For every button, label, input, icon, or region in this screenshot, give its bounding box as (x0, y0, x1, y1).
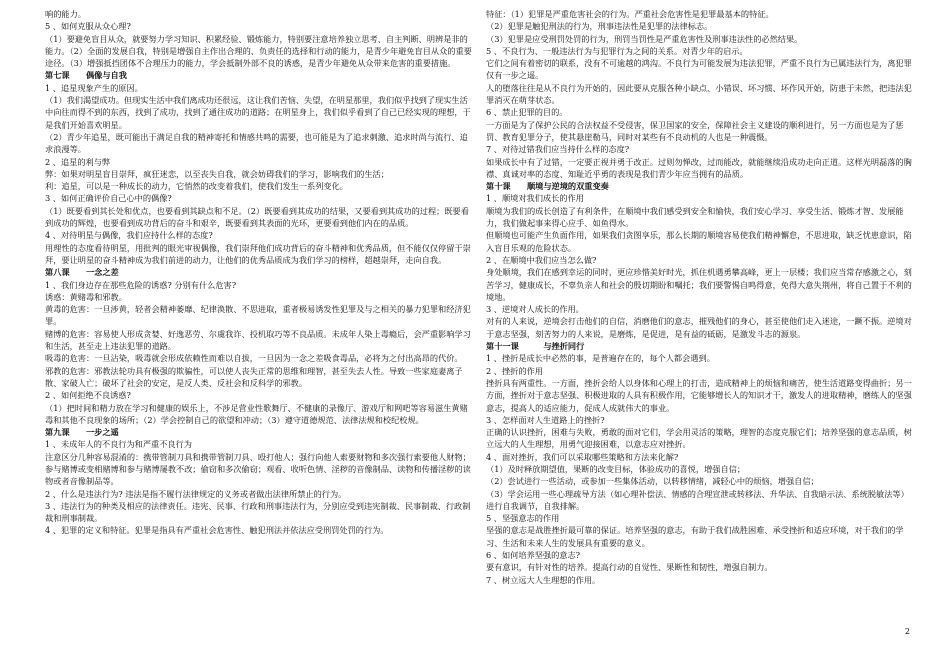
right-paragraph: 5 、不良行为、一般违法行为与犯罪行为之间的关系。对青少年的启示。 (486, 45, 748, 56)
left-paragraph: 注意区分几种容易混淆的：携带管制刀具和携带管制刀具、殴打他人；强行向他人索要财物和多次强行索要他人财物；参与赌博或变相赌博和参与赌博屡教不改；偷窃和多次偷窃；观看、收听色情、淫秽的音像制品、读物和传播淫秽的读物或者音像制品等。 (45, 451, 471, 487)
left-column (45, 8, 475, 537)
right-paragraph: 6 、禁止犯罪的目的。 (486, 107, 568, 118)
right-paragraph: 4 、面对挫折，我们可以采取哪些策略和方法来化解? (486, 451, 679, 462)
left-paragraph: 邪教的危害：邪教法轮功具有极强的欺骗性，可以使人丧失正常的思维和理智，甚至失去人性。导致一些家庭妻离子散、家破人亡；破坏了社会的安定，是反人类、反社会和反科学的邪教。 (45, 365, 463, 388)
right-paragraph: （3）学会运用一些心理疏导方法（如心理补偿法、情感的合理宣泄或转移法、升华法、自我暗示法、系统脱敏法等）进行自我调节，自我排解。 (486, 488, 909, 511)
left-paragraph: 响的能力。 (45, 9, 86, 19)
left-paragraph: （1）要避免盲目从众，就要努力学习知识、积累经验、锻炼能力，特别要注意培养独立思考、自主判断、明辨是非的能力。（2）全面的发展自我，特别是增强自主作出合理的、负责任的选择和行动的能力，是青少年避免盲目从众的重要途径。（3）增强抵挡团体不合理压力的能力，学会抵制外部不良的诱惑，是青少年避免从众带来危害的重要措施。 (45, 33, 472, 69)
left-paragraph: 3 、违法行为的种类及相应的法律责任。违宪、民事、行政和刑事违法行为，分别应受到违宪制裁、民事制裁、行政制裁和刑事制裁。 (45, 500, 471, 524)
left-paragraph: 利：追星，可以是一种成长的动力，它悄然的改变着我们，使我们发生一系列变化。 (45, 181, 348, 192)
left-paragraph: 1 、我们身边存在那些危险的诱惑? 分别有什么危害? (45, 279, 237, 290)
right-paragraph: 5 、坚强意志的作用 (486, 513, 560, 524)
right-paragraph: 特征：（1）犯罪是严重危害社会的行为。严重社会危害性是犯罪最基本的特征。 (486, 9, 774, 19)
left-section-heading: 第八课 一念之差 (45, 267, 119, 278)
left-paragraph: 4 、对待明星与偶像，我们应持什么样的态度? (45, 230, 213, 241)
right-paragraph: 2 、在顺境中我们应当怎么做? (486, 254, 597, 265)
left-paragraph: 2 、如何拒绝不良诱惑? (45, 390, 131, 401)
right-paragraph: 2 、挫折的作用 (486, 365, 543, 376)
right-section-heading: 第十课 顺境与逆境的双重变奏 (486, 181, 609, 192)
right-paragraph: （1）及时释放期望值，果断的改变目标，体验成功的喜悦，增强自信； (486, 463, 746, 474)
right-paragraph: 但顺境也可能产生负面作用，如果我们贪图享乐，那么长期的顺境容易使我们精神懈怠，不思进取，缺乏忧患意识，陷入盲目乐观的危险状态。 (486, 230, 912, 253)
right-paragraph: 坚强的意志是战胜挫折最可靠的保证。培养坚强的意志，有助于我们战胜困难、承受挫折和适应环境，对于我们的学习、生活和未来人生的发展具有重要的意义。 (486, 525, 904, 548)
left-paragraph: 1 、未成年人的不良行为和严重不良行为 (45, 439, 192, 450)
left-paragraph: （2）青少年追星，既可能出于满足自我的精神寄托和情感共鸣的需要，也可能是为了追求刺激、追求时尚与流行、追求浪漫等。 (45, 131, 468, 155)
right-paragraph: 它们之间有着密切的联系，没有不可逾越的鸿沟。不良行为可能发展为违法犯罪，严重不良行为已属违法行为，离犯罪仅有一步之遥。 (486, 58, 912, 81)
left-paragraph: 2 、追星的利与弊 (45, 156, 111, 167)
left-paragraph: （1）我们渴望成功。但现实生活中我们离成功还很远，这让我们苦恼、失望，在明星那里，我们似乎找到了现实生活中向往而得不到的东西，找到了成功，找到了通往成功的道路；在明星身上，我们似乎看到了自己已经实现的理想，于是我们开始喜欢明星。 (45, 95, 471, 130)
left-paragraph: 1 、追星现象产生的原因。 (45, 82, 143, 93)
right-paragraph: 7 、树立远大人生理想的作用。 (486, 574, 601, 585)
right-paragraph: （2）尝试进行一些活动，或参加一些集体活动，以转移情绪，减轻心中的烦恼，增强自信； (486, 476, 819, 487)
left-section-heading: 第七课 偶像与自我 (45, 70, 127, 81)
right-paragraph: 对有的人来说，逆境会打击他们的自信，消磨他们的意志，摧残他们的身心，甚至使他们走入迷途，一蹶不振。逆境对于意志坚强，刻苦努力的人来说，是磨炼，是促进，是有益的砥砺，是激发斗志的源泉。 (486, 316, 912, 339)
right-paragraph: （2）犯罪是触犯刑法的行为，刑事违法性是犯罪的法律标志。 (486, 21, 713, 32)
right-paragraph: 挫折具有两重性。一方面，挫折会给人以身体和心理上的打击，造成精神上的烦恼和痛苦，使生活道路变得曲折；另一方面，挫折对于意志坚强、积极进取的人具有积极作用，它能够增长人的知识才干，激发人的进取精神，磨练人的坚强意志，提高人的适应能力，促成人成就伟大的事业。 (486, 377, 912, 413)
right-paragraph: （3）犯罪是应受刑罚处罚的行为，刑罚当罚性是严重危害性及刑事违法性的必然结果。 (486, 33, 803, 44)
right-paragraph: 7 、对待过错我们应当持什么样的态度? (486, 144, 630, 155)
left-paragraph: 4 、犯罪的定义和特征。犯罪是指具有严重社会危害性、触犯刑法并依法应受刑罚处罚的行为。 (45, 525, 389, 536)
right-paragraph: 6 、如何培养坚强的意志? (486, 550, 581, 561)
left-paragraph: 黄毒的危害：一旦涉黄，轻者会精神萎靡、纪律涣散、不思进取，重者极易诱发性犯罪及与之相关的暴力犯罪和经济犯罪。 (45, 304, 471, 327)
left-paragraph: 吸毒的危害：一旦沾染，吸毒就会形成依赖性而难以自拔，一旦因为一念之差吸食毒品，必将为之付出高昂的代价。 (45, 353, 463, 364)
right-paragraph: 1 、顺境对我们成长的作用 (486, 193, 584, 204)
right-paragraph: 正确的认识挫折，困难与失败，勇敢的面对它们，学会用灵活的策略，理智的态度克服它们；培养坚强的意志品质，树立远大的人生理想，用勇气迎接困难，以意志应对挫折。 (486, 427, 912, 450)
left-paragraph: 3 、如何正确评价自己心中的偶像? (45, 193, 172, 204)
left-paragraph: 赌博的危害：容易使人形成贪婪、好逸恶劳、尔虞我诈、投机取巧等不良品质。未成年人染上毒瘾后，会严重影响学习和生活，甚至走上违法犯罪的道路。 (45, 328, 471, 352)
right-paragraph: 顺境为我们的成长创造了有利条件，在顺境中我们感受到安全和愉快，我们安心学习、享受生活、锻炼才智、发展能力，我们做起事来得心应手、如鱼得水。 (486, 205, 904, 229)
right-paragraph: 如果成长中有了过错，一定要正视并勇于改正。过则勿惮改，过而能改，就能继续沿成功走向正道。这样光明磊落的胸襟、真诚对率的态度、知耻近乎勇的表现是我们青少年应当拥有的品质。 (486, 156, 912, 179)
right-section-heading: 第十一课 与挫折同行 (486, 341, 585, 352)
left-paragraph: 用理性的态度看待明星，用批判的眼光审视偶像，我们崇拜他们成功背后的奋斗精神和优秀品质，但不能仅仅停留于崇拜，要让明星的奋斗精神成为我们前进的动力，让他们的优秀品质成为我们学习的榜样，超越崇拜，走向自我。 (45, 242, 471, 265)
right-column (486, 8, 916, 586)
right-paragraph: 一方面是为了保护公民的合法权益不受侵害，保卫国家的安全，保障社会主义建设的顺利进行，另一方面也是为了惩罚、教育犯罪分子，使其悬崖勒马，同时对某些有不良动机的人也是一种震慑。 (486, 119, 904, 142)
left-paragraph: （1）既要看到其长处和优点，也要看到其缺点和不足。（2）既要看到其成功的结果，又要看到其成功的过程；既要看到成功的辉煌，也要看到成功背后的奋斗和艰辛，既要看到其表面的光环，更要看到他们内在的品质。 (45, 205, 469, 229)
left-paragraph: 诱惑：黄赌毒和邪教。 (45, 291, 127, 302)
page-number: 2 (904, 627, 910, 636)
right-paragraph: 3 、怎样面对人生道路上的挫折? (486, 414, 605, 425)
right-paragraph: 1 、挫折是成长中必然的事，是普遍存在的，每个人都会遇到。 (486, 353, 715, 364)
left-section-heading: 第九课 一步之遥 (45, 427, 119, 438)
left-paragraph: 弊：如果对明星盲目崇拜，疯狂迷恋，以至丧失自我，就会妨碍我们的学习，影响我们的生活； (45, 168, 389, 179)
left-paragraph: 5 、如何克服从众心理? (45, 21, 131, 32)
right-paragraph: 要有意识，有针对性的培养。提高行动的自觉性、果断性和韧性，增强自制力。 (486, 562, 773, 573)
left-paragraph: （1）把时间和精力放在学习和健康的娱乐上，不涉足营业性歌舞厅、不健康的录像厅、游戏厅和网吧等容易滋生黄赌毒和其他不良现象的场所；（2）学会控制自己的欲望和冲动；（3）遵守道德规范、法律法规和校纪校规。 (45, 402, 468, 425)
right-paragraph: 身处顺境，我们在感到幸运的同时，更应珍惜美好时光，抓住机遇勇攀高峰，更上一层楼；我们应当常存感激之心，刻苦学习，健康成长，不辜负亲人和社会的殷切期盼和嘱托；我们要警惕自鸣得意，免得大意失荆州，将自己置于不利的境地。 (486, 267, 912, 302)
left-paragraph: 2 、什么是违法行为? 违法是指不履行法律规定的义务或者做出法律所禁止的行为。 (45, 488, 347, 499)
right-paragraph: 人的堕落往往是从不良行为开始的，因此要从克服各种小缺点、小错误、坏习惯、坏作风开始，防患于未然，把违法犯罪消灭在萌芽状态。 (486, 82, 912, 106)
right-paragraph: 3 、逆境对人成长的作用。 (486, 304, 584, 315)
